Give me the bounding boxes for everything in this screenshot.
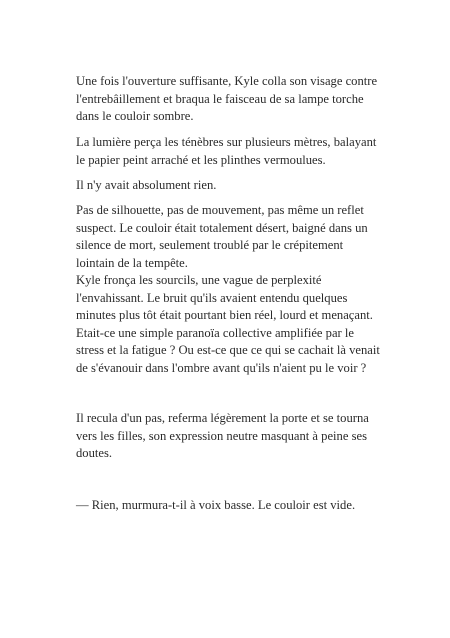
paragraph-line: Il recula d'un pas, referma légèrement la porte et se tourna [76,411,369,425]
paragraph-line: doutes. [76,446,113,461]
paragraph-line: l'entrebâillement et braqua le faisceau de sa lampe torche [76,91,364,106]
paragraph-6 [76,410,376,463]
paragraph-line: le papier peint arraché et les plinthes vermoulues. [76,152,326,167]
paragraph-line: de s'évanouir dans l'ombre avant qu'ils n'aient pu le voir ? [76,360,367,375]
paragraph-1 [76,73,376,126]
paragraph-5 [76,272,380,378]
paragraph-line: Kyle fronça les sourcils, une vague de perplexité [76,273,322,287]
paragraph-line: Pas de silhouette, pas de mouvement, pas même un reflet [76,203,364,217]
paragraph-line: suspect. Le couloir était totalement désert, baigné dans un [76,220,368,235]
paragraph-line: Il n'y avait absolument rien. [76,178,217,192]
paragraph-line: silence de mort, seulement troublé par le crépitement [76,238,344,253]
paragraph-line: Une fois l'ouverture suffisante, Kyle colla son visage contre [76,74,378,88]
paragraph-4 [76,202,376,272]
paragraph-line: minutes plus tôt était pourtant bien réel, lourd et menaçant. [76,308,373,323]
paragraph-line: La lumière perça les ténèbres sur plusieurs mètres, balayant [76,135,377,149]
paragraph-3 [76,177,376,195]
paragraph-line: l'envahissant. Le bruit qu'ils avaient entendu quelques [76,290,348,305]
paragraph-line: Etait-ce une simple paranoïa collective amplifiée par le [76,325,354,340]
paragraph-line: vers les filles, son expression neutre masquant à peine ses [76,428,367,443]
paragraph-2 [76,134,376,169]
paragraph-line: dans le couloir sombre. [76,109,194,124]
paragraph-line: stress et la fatigue ? Ou est-ce que ce qui se cachait là venait [76,343,380,358]
paragraph-line: — Rien, murmura-t-il à voix basse. Le couloir est vide. [76,498,356,512]
paragraph-line: lointain de la tempête. [76,255,188,270]
paragraph-7 [76,497,376,515]
